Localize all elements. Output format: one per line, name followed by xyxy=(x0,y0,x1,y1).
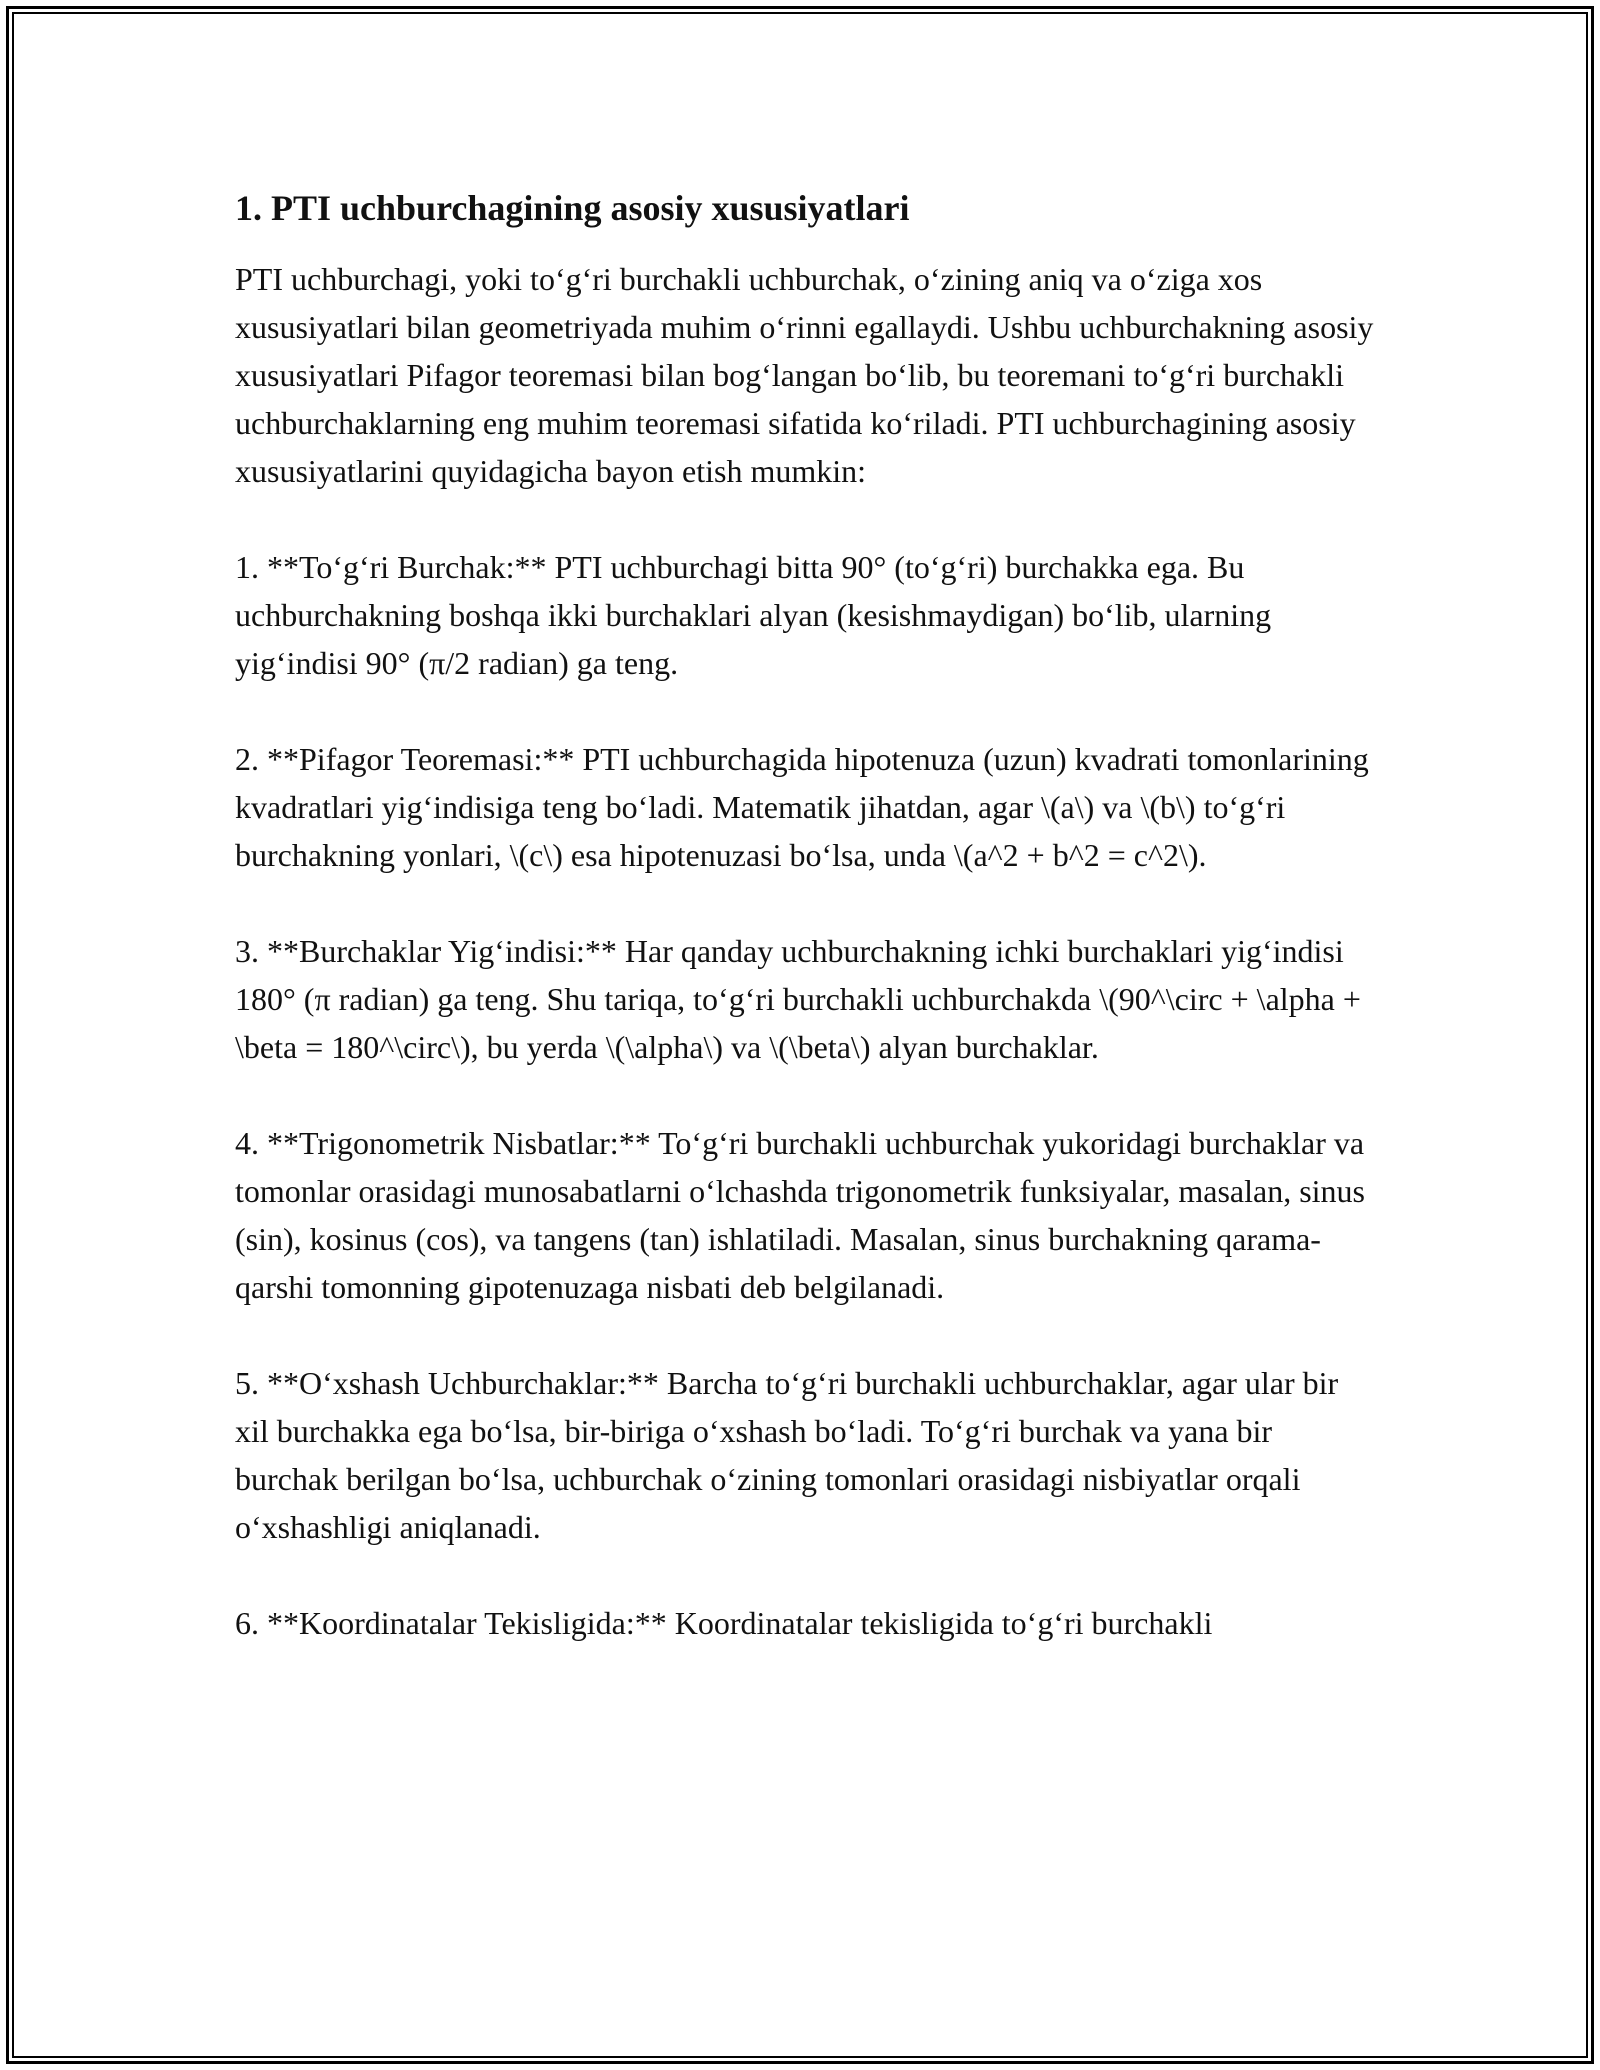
intro-paragraph: PTI uchburchagi, yoki to‘g‘ri burchakli uchburchak, o‘zining aniq va o‘ziga xos xususiyatlari bilan geometriyada muhim o‘rinni egallaydi. Ushbu uchburchakning asosiy xususiyatlari Pifagor teoremasi bilan bog‘langan bo‘lib, bu teoremani to‘g‘ri burchakli uchburchaklarning eng muhim teoremasi sifatida ko‘riladi. PTI uchburchagining asosiy xususiyatlarini quyidagicha bayon etish mumkin: xyxy=(235,260,1374,489)
list-item-trigonometric-ratios: 4. **Trigonometrik Nisbatlar:** To‘g‘ri burchakli uchburchak yukoridagi burchaklar va tomonlar orasidagi munosabatlarni o‘lchashda trigonometrik funksiyalar, masalan, sinus (sin), kosinus (cos), va tangens (tan) ishlatiladi. Masalan, sinus burchakning qarama-qarshi tomonning gipotenuzaga nisbati deb belgilanadi. xyxy=(235,1124,1365,1305)
section-heading: 1. PTI uchburchagining asosiy xususiyatlari xyxy=(235,188,910,228)
list-item-coordinate-plane: 6. **Koordinatalar Tekisligida:** Koordinatalar tekisligida to‘g‘ri burchakli xyxy=(235,1604,1213,1641)
list-item-pythagorean-theorem: 2. **Pifagor Teoremasi:** PTI uchburchagida hipotenuza (uzun) kvadrati tomonlarining kvadratlari yig‘indisiga teng bo‘ladi. Matematik jihatdan, agar \(a\) va \(b\) to‘g‘ri burchakning yonlari, \(c\) esa hipotenuzasi bo‘lsa, unda \(a^2 + b^2 = c^2\). xyxy=(235,740,1369,873)
document-body xyxy=(235,184,1375,1695)
list-item-angle-sum: 3. **Burchaklar Yig‘indisi:** Har qanday uchburchakning ichki burchaklari yig‘indisi 180° (π radian) ga teng. Shu tariqa, to‘g‘ri burchakli uchburchakda \(90^\circ + \alpha + \beta = 180^\circ\), bu yerda \(\alpha\) va \(\beta\) alyan burchaklar. xyxy=(235,932,1361,1065)
list-item-similar-triangles: 5. **O‘xshash Uchburchaklar:** Barcha to‘g‘ri burchakli uchburchaklar, agar ular bir xil burchakka ega bo‘lsa, bir-biriga o‘xshash bo‘ladi. To‘g‘ri burchak va yana bir burchak berilgan bo‘lsa, uchburchak o‘zining tomonlari orasidagi nisbiyatlar orqali o‘xshashligi aniqlanadi. xyxy=(235,1364,1339,1545)
list-item-right-angle: 1. **To‘g‘ri Burchak:** PTI uchburchagi bitta 90° (to‘g‘ri) burchakka ega. Bu uchburchakning boshqa ikki burchaklari alyan (kesishmaydigan) bo‘lib, ularning yig‘indisi 90° (π/2 radian) ga teng. xyxy=(235,548,1272,681)
